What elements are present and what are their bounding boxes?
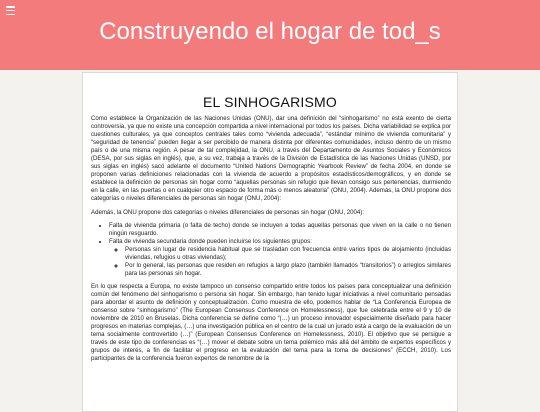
sub-list [109, 246, 451, 278]
menu-icon-bar [6, 6, 15, 8]
sub-list-item: ◦ Por lo general, las personas que residen en refugios a largo plazo (también llamados “transitorios”) o arreglos similares para las personas sin hogar. [125, 262, 451, 278]
list-item: • Falta de vivienda primaria (o falta de techo) donde se incluyen a todas aquellas personas que viven en la calle o no tienen ningún resguardo. [109, 222, 451, 238]
article-container [82, 72, 458, 412]
sub-list-item: ◦ Personas sin lugar de residencia habitual que se trasladan con frecuencia entre varios tipos de alojamiento (incluidas viviendas, refugios u otras viviendas); [125, 246, 451, 262]
list-item-text: Falta de vivienda secundaria donde pueden incluirse los siguientes grupos: [109, 237, 312, 245]
article-paragraph: En lo que respecta a Europa, no existe tampoco un consenso compartido entre todos los países para conceptualizar una definición común del fenómeno del sinhogarismo o persona sin hogar. Sin embargo, han tenido lugar iniciativas a nivel comunitario pensadas para abordar el asunto de definición y conceptualización. Como muestra de ello, podemos hablar de “La Conferencia Europea de consenso sobre “sinhogarismo” (The European Consensus Conference on Homelessness), que fue celebrada entre el 9 y 10 de noviembre de 2010 en Bruselas. Dicha conferencia se define como “(…) un proceso innovador especialmente diseñado para hacer progresos en materias complejas, (…) una investigación pública en el centro de la cual un jurado está a cargo de la evaluación de un tema socialmente controvertido (…)” (European Consensus Conference on Homelessness, 2010). El objetivo que se persigue a través de este tipo de conferencias es “(…) mover el debate sobre un tema polémico más allá del ámbito de expertos específicos y grupos de interés, a fin de facilitar el progreso en la evaluación del tema para la toma de decisiones” (ECCH, 2010). Los participantes de la conferencia fueron expertos de renombre de la [91, 282, 451, 363]
page-title: EL SINHOGARISMO [203, 94, 337, 110]
categories-list [91, 222, 451, 278]
menu-icon-bar [6, 10, 15, 12]
article-body [91, 115, 451, 368]
site-title[interactable]: Construyendo el hogar de tod_s [99, 18, 441, 45]
article-paragraph: Además, la ONU propone dos categorías o niveles diferenciales de personas sin hogar (ONU, 2004): [91, 208, 365, 216]
article-paragraph: Como establece la Organización de las Naciones Unidas (ONU), dar una definición del “sinhogarismo” no está exento de cierta controversia, ya que no existe una concepción compartida a nivel internacional por todos los países. Dicha variabilidad se explica por cuestiones culturales, ya que conceptos centrales tales como “vivienda adecuada”, “estándar mínimo de vivienda comunitaria” y “seguridad de tenencia” pueden llegar a ser percibido de manera distinta por diferentes comunidades, incluso dentro de un mismo país o de una misma región. A pesar de tal complejidad, la ONU, a través del Departamento de Asuntos Sociales y Económicos (DESA, por sus siglas en inglés), que, a su vez, trabaja a través de la División de Estadística de las Naciones Unidas (UNSD, por sus siglas en inglés) sacó adelante el documento “United Nations Demographic Yearbook Review” de fecha 2004, en donde se proponen varias definiciones relacionadas con la vivienda de acuerdo a propósitos estadísticos/demográficos, y en donde se establece la definición de personas sin hogar como “aquellas personas sin refugio que llevan consigo sus pertenencias, durmiendo en la calle, en las puertas o en cualquier otro espacio de forma más o menos aleatoria” (ONU, 2004). Además, la ONU propone dos categorías o niveles diferenciales de personas sin hogar (ONU, 2004): [91, 115, 451, 203]
list-item [109, 238, 451, 278]
menu-icon-bar [6, 14, 15, 16]
site-header [0, 0, 540, 70]
hamburger-menu-icon[interactable] [6, 6, 15, 15]
